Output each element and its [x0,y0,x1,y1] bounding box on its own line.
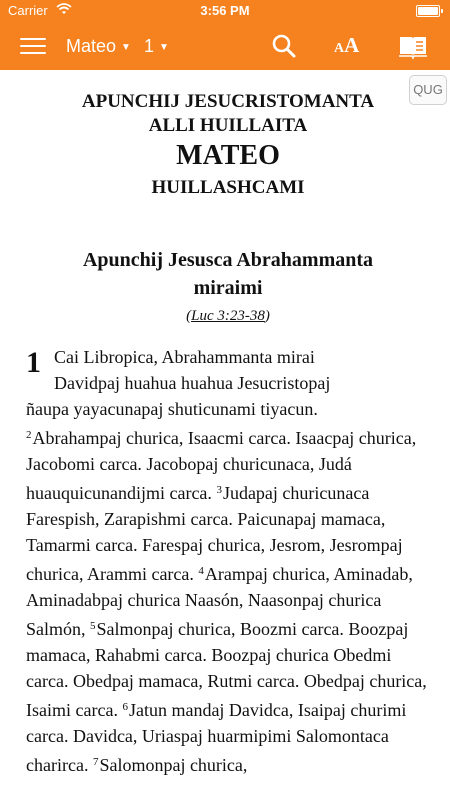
verse-number: 3 [216,484,222,496]
chapter-selector-label: 1 [144,36,155,56]
verse-1-line-1: Cai Libropica, Abrahammanta mirai [54,347,315,367]
chapter-text [26,344,430,778]
chapter-selector[interactable] [144,36,169,57]
chevron-down-icon: ▼ [121,41,131,53]
section-title [26,246,430,302]
verse-1-line-2: Davidpaj huahua huahua Jesucristopaj [54,373,331,393]
book-reader-icon[interactable] [398,32,426,60]
verse-1-line-3: ñaupa yayacunapaj shuticunami tiyacun. [26,399,318,419]
verse-paragraph [26,422,430,778]
reference-paren-open: ( [186,308,192,324]
book-title-line-1: APUNCHIJ JESUCRISTOMANTA [81,91,375,112]
bible-content [26,90,430,778]
book-selector[interactable] [66,36,131,57]
verse-text: Salmonpaj churica, Boozmi carca. Boozpaj mamaca, Rahabmi carca. Boozpaj churica Obedmi carca. Obedpaj mamaca, Rutmi carca. Obedpaj churica, Isaimi carca. [26,619,427,720]
verse-number: 2 [26,429,32,441]
reference-paren-close: ) [264,308,270,324]
verse-text: Salomonpaj churica, [99,755,248,775]
verse-number: 5 [90,620,96,632]
menu-icon[interactable] [20,36,46,56]
search-icon[interactable] [270,32,298,60]
verse-number: 4 [198,565,204,577]
verse-text: Judapaj churicunaca Farespish, Zarapishmi carca. Paicunapaj mamaca, Tamarmi carca. Farespaj churica, Jesrom, Jesrompaj churica, Arammi carca. [26,483,403,584]
cross-reference [26,306,430,326]
version-badge[interactable]: QUG [409,75,447,105]
verse-number: 6 [122,701,128,713]
font-size-icon[interactable]: AA [334,33,360,57]
verse-text: Jatun mandaj Davidca, Isaipaj churimi carca. Davidca, Uriaspaj huarmipimi Salomontaca charirca. [26,700,407,775]
chevron-down-icon: ▼ [159,41,169,53]
carrier-label: Carrier [8,3,48,18]
section-title-line-1: Apunchij Jesusca Abrahammanta [82,249,374,271]
verse-text: Arampaj churica, Aminadab, Aminadabpaj churica Naasón, Naasonpaj churica Salmón, [26,564,413,639]
book-name: MATEO [176,140,280,171]
chapter-number: 1 [26,346,41,379]
status-bar [0,0,450,22]
status-time: 3:56 PM [200,3,250,18]
verse-text: Abrahampaj churica, Isaacmi carca. Isaacpaj churica, Jacobomi carca. Jacobopaj churicunaca, Judá huauquicunandijmi carca. [26,428,417,503]
book-title-line-2: ALLI HUILLAITA [148,115,308,136]
cross-reference-link[interactable]: Luc 3:23-38 [191,308,265,324]
section-title-line-2: miraimi [193,277,263,299]
book-selector-label: Mateo [66,36,117,56]
book-title-line-4: HUILLASHCAMI [151,177,305,198]
battery-icon [416,5,440,17]
top-toolbar [0,22,450,70]
verse-number: 7 [92,756,99,768]
